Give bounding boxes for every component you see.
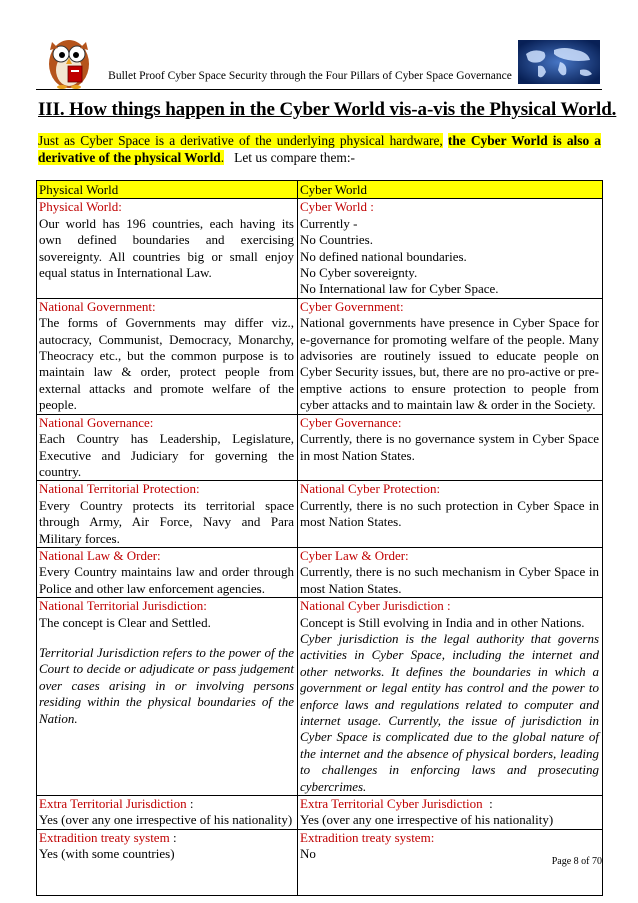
intro-part4: Let us compare them:- xyxy=(224,150,356,165)
row-text: The forms of Governments may differ viz., autocracy, Communist, Democracy, Monarchy, Theocracy etc., but the common purpose is to maintain law & order, protect people from external attacks and promote welfare of the people. xyxy=(39,315,294,413)
row-title: Cyber World : xyxy=(300,199,374,215)
row-text: Every Country maintains law and order through Police and other law enforcement agencies. xyxy=(39,564,294,596)
table-row xyxy=(37,547,603,597)
column-header-physical: Physical World xyxy=(37,181,298,199)
row-line: No defined national boundaries. xyxy=(300,248,467,264)
table-cell xyxy=(37,481,298,548)
row-line: No Countries. xyxy=(300,232,373,248)
table-cell xyxy=(298,481,603,548)
table-cell xyxy=(37,414,298,481)
table-row xyxy=(37,829,603,895)
row-title: National Territorial Protection: xyxy=(39,481,200,497)
row-text: Currently, there is no such protection in Cyber Space in most Nation States. xyxy=(300,497,599,530)
table-cell xyxy=(37,199,298,298)
table-row xyxy=(37,796,603,830)
row-text: The concept is Clear and Settled. xyxy=(39,614,211,630)
row-text: Currently, there is no governance system in Cyber Space in most Nation States. xyxy=(300,431,599,463)
row-line: No Cyber sovereignty. xyxy=(300,265,418,281)
row-italic-text: Cyber jurisdiction is the legal authority that governs activities in Cyber Space, including the internet and other networks. It defines the boundaries in which a government or legal entity has control and the power to enforce laws and regulations related to computer and internet usage. Currently, the issue of jurisdiction in Cyber Space is complicated due to the global nature of the internet and the absence of physical borders, leading to challenges in enforcing laws and prosecuting cybercrimes. xyxy=(300,630,599,794)
table-cell xyxy=(298,547,603,597)
intro-paragraph xyxy=(38,132,601,166)
row-text: No xyxy=(300,846,316,862)
row-title: National Government: xyxy=(39,298,156,314)
row-text: Our world has 196 countries, each having its own defined boundaries and exercising sovereignty. All countries big or small enjoy equal status in International Law. xyxy=(39,215,294,281)
intro-part2: the Cyber World is also a derivative of the physical World xyxy=(38,133,601,165)
row-title: Extradition treaty system: xyxy=(300,829,435,845)
table-cell xyxy=(298,199,603,298)
row-text: Currently, there is no such mechanism in Cyber Space in most Nation States. xyxy=(300,564,599,596)
comparison-table xyxy=(36,180,603,896)
table-header-row xyxy=(37,181,603,199)
row-title: Extra Territorial Jurisdiction xyxy=(39,796,187,812)
table-cell xyxy=(37,298,298,414)
row-title: Extra Territorial Cyber Jurisdiction xyxy=(300,796,483,812)
table-cell xyxy=(298,298,603,414)
table-cell xyxy=(37,796,298,830)
row-italic-text: Territorial Jurisdiction refers to the power of the Court to decide or adjudicate or pass judgement over cases arising in or involving persons residing within the physical boundaries of the Nation. xyxy=(39,644,294,726)
table-cell xyxy=(37,598,298,796)
row-title-suffix: : xyxy=(169,829,177,845)
row-text: Each Country has Leadership, Legislature, Executive and Judiciary for governing the country. xyxy=(39,431,294,479)
row-text: Yes (with some countries) xyxy=(39,846,175,862)
table-row xyxy=(37,199,603,298)
table-cell xyxy=(298,796,603,830)
row-title: Extradition treaty system xyxy=(39,829,170,845)
row-text: Yes (over any one irrespective of his nationality) xyxy=(300,812,554,828)
row-title: Physical World: xyxy=(39,199,122,215)
row-line: Currently - xyxy=(300,215,358,231)
header-divider xyxy=(36,89,602,90)
intro-part1: Just as Cyber Space is a derivative of the underlying physical hardware, xyxy=(38,133,443,148)
row-text: Yes (over any one irrespective of his nationality) xyxy=(39,812,293,828)
header-title: Bullet Proof Cyber Space Security through the Four Pillars of Cyber Space Governance xyxy=(108,70,512,82)
intro-part3: . xyxy=(220,150,225,165)
row-title-suffix: : xyxy=(186,796,194,812)
row-title: National Cyber Jurisdiction : xyxy=(300,598,451,614)
row-title-suffix: : xyxy=(482,796,493,812)
row-line: No International law for Cyber Space. xyxy=(300,281,499,297)
table-cell xyxy=(37,547,298,597)
row-title: Cyber Governance: xyxy=(300,414,402,430)
page-number: Page 8 of 70 xyxy=(551,856,602,867)
row-title: National Territorial Jurisdiction: xyxy=(39,598,207,614)
table-cell xyxy=(298,598,603,796)
row-text: National governments have presence in Cyber Space for e-governance for promoting welfare of the people. Many advisories are routinely issued to educate people on Cyber Security issues, but, there are no pro-active or pre-emptive actions to ensure protection to people from cyber attacks and to maintain law & order in the Society. xyxy=(300,315,599,413)
section-heading: III. How things happen in the Cyber World vis-a-vis the Physical World. xyxy=(38,99,617,120)
row-title: National Cyber Protection: xyxy=(300,481,441,497)
owl-logo-icon xyxy=(38,34,100,90)
row-title: Cyber Government: xyxy=(300,298,404,314)
table-row xyxy=(37,298,603,414)
table-row xyxy=(37,598,603,796)
row-title: Cyber Law & Order: xyxy=(300,547,409,563)
world-map-globe-icon xyxy=(518,40,600,84)
table-row xyxy=(37,481,603,548)
row-text: Concept is Still evolving in India and in other Nations. xyxy=(300,614,585,630)
page-header xyxy=(0,0,638,92)
row-text: Every Country protects its territorial space through Army, Air Force, Navy and Para Military forces. xyxy=(39,497,294,546)
table-row xyxy=(37,414,603,481)
table-cell xyxy=(298,414,603,481)
table-cell xyxy=(37,829,298,895)
row-title: National Governance: xyxy=(39,414,154,430)
row-title: National Law & Order: xyxy=(39,547,161,563)
column-header-cyber: Cyber World xyxy=(298,181,603,199)
